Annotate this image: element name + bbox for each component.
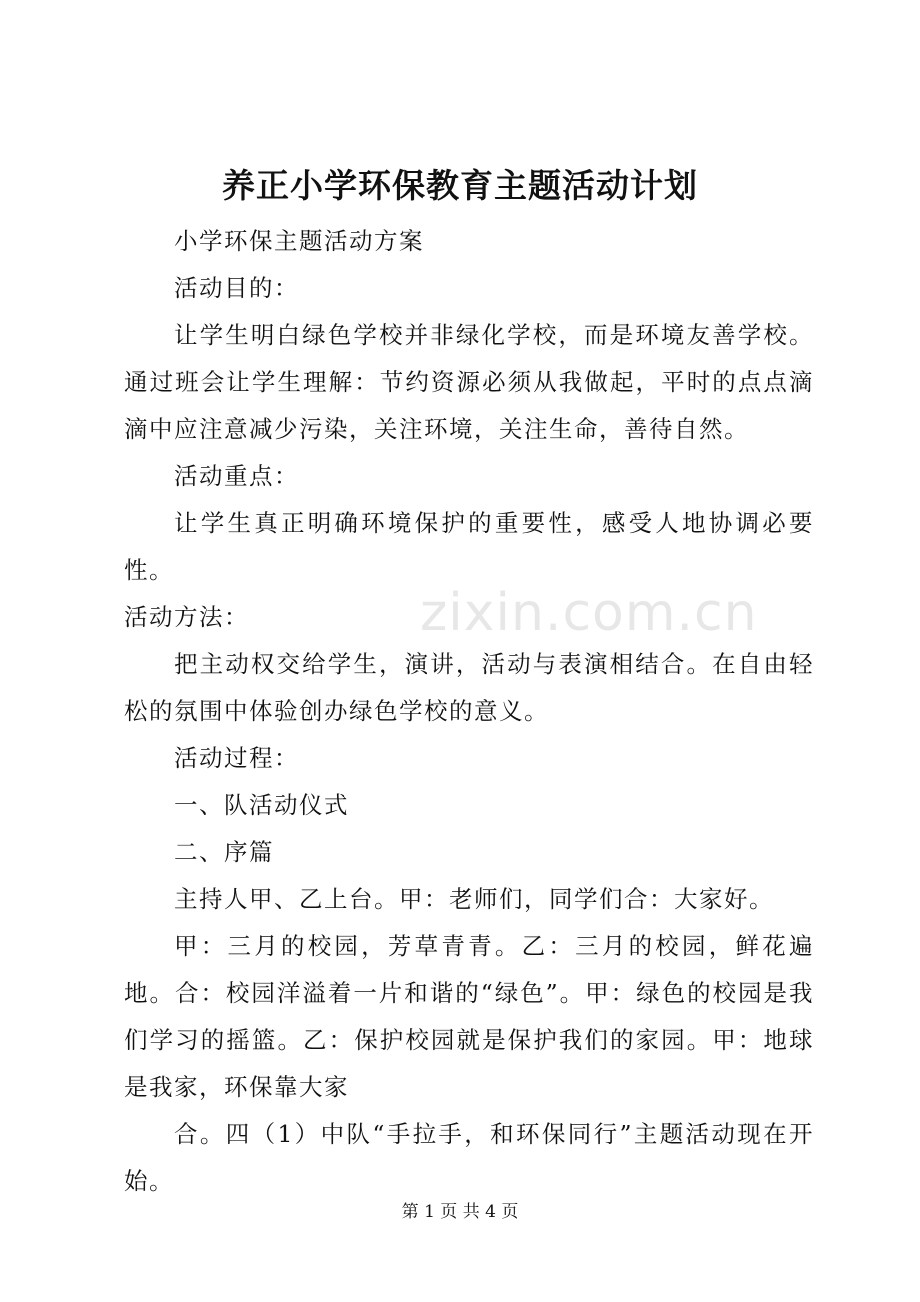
paragraph: 让学生明白绿色学校并非绿化学校，而是环境友善学校。通过班会让学生理解：节约资源必须从我做起，平时的点点滴滴中应注意减少污染，关注环境，关注生命，善待自然。 (124, 321, 814, 443)
section-heading-process: 活动过程： (174, 744, 299, 772)
paragraph: 甲：三月的校园，芳草青青。乙：三月的校园，鲜花遍地。合：校园洋溢着一片和谐的“绿色”。甲：绿色的校园是我们学习的摇篮。乙：保护校园就是保护我们的家园。甲：地球是我家，环保靠大家 (124, 932, 814, 1101)
list-item: 一、队活动仪式 (174, 791, 349, 819)
section-heading-focus: 活动重点： (174, 462, 299, 490)
section-heading-method: 活动方法： (124, 603, 249, 631)
paragraph: 把主动权交给学生，演讲，活动与表演相结合。在自由轻松的氛围中体验创办绿色学校的意义。 (124, 650, 814, 725)
paragraph: 小学环保主题活动方案 (174, 227, 424, 255)
paragraph: 让学生真正明确环境保护的重要性，感受人地协调必要性。 (124, 509, 814, 584)
page-footer: 第 1 页 共 4 页 (401, 1202, 519, 1222)
paragraph: 主持人甲、乙上台。甲：老师们，同学们合：大家好。 (174, 885, 774, 913)
section-heading-purpose: 活动目的： (174, 274, 299, 302)
list-item: 二、序篇 (174, 838, 274, 866)
paragraph: 合。四（1）中队“手拉手，和环保同行”主题活动现在开始。 (124, 1120, 814, 1195)
document-title: 养正小学环保教育主题活动计划 (222, 166, 698, 205)
document-body (124, 218, 814, 1205)
watermark: zixin.com.cn (420, 583, 758, 643)
